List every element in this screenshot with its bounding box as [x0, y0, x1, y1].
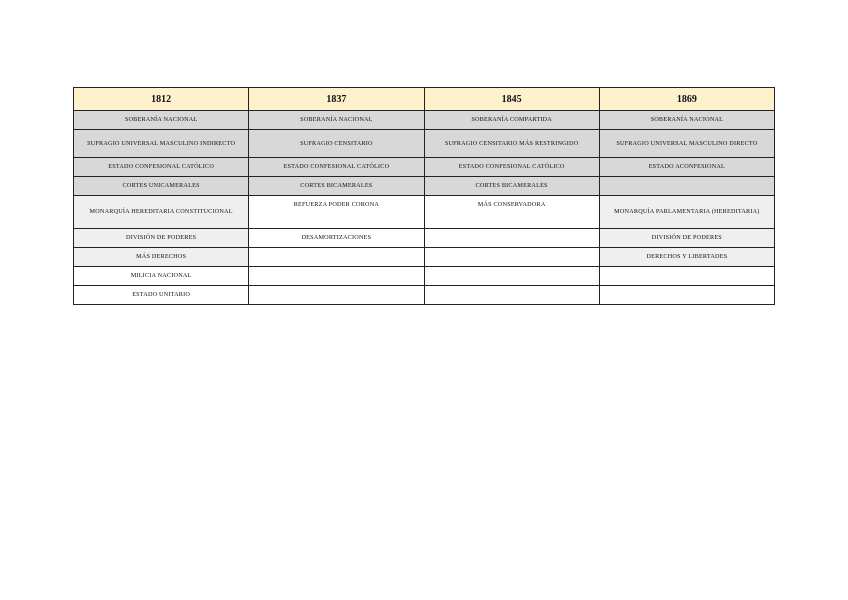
table-cell[interactable] [249, 248, 424, 267]
table-cell[interactable] [599, 286, 774, 305]
table-cell[interactable]: CORTES BICAMERALES [249, 177, 424, 196]
table-row [74, 286, 775, 305]
table-row [74, 158, 775, 177]
table-cell[interactable]: MÁS CONSERVADORA [424, 196, 599, 229]
table-cell[interactable]: DIVISIÓN DE PODERES [599, 229, 774, 248]
column-header-1869[interactable]: 1869 [599, 88, 774, 111]
column-header-1845[interactable]: 1845 [424, 88, 599, 111]
table-cell[interactable] [249, 286, 424, 305]
table-header-row [74, 88, 775, 111]
table-cell[interactable]: ESTADO UNITARIO [74, 286, 249, 305]
table-cell[interactable]: SUFRAGIO UNIVERSAL MASCULINO INDIRECTO [74, 130, 249, 158]
table-row [74, 248, 775, 267]
table-cell[interactable]: SUFRAGIO UNIVERSAL MASCULINO DIRECTO [599, 130, 774, 158]
table-cell[interactable]: DESAMORTIZACIONES [249, 229, 424, 248]
table-cell[interactable]: SOBERANÍA COMPARTIDA [424, 111, 599, 130]
table-cell[interactable]: SOBERANÍA NACIONAL [249, 111, 424, 130]
table-cell[interactable] [424, 229, 599, 248]
table-cell[interactable]: ESTADO CONFESIONAL CATÓLICO [424, 158, 599, 177]
table-cell[interactable]: REFUERZA PODER CORONA [249, 196, 424, 229]
table-cell[interactable]: MONARQUÍA PARLAMENTARIA (HEREDITARIA) [599, 196, 774, 229]
table-cell[interactable] [424, 267, 599, 286]
table-cell[interactable]: DERECHOS Y LIBERTADES [599, 248, 774, 267]
table-cell[interactable] [424, 248, 599, 267]
column-header-1837[interactable]: 1837 [249, 88, 424, 111]
table-row [74, 196, 775, 229]
table-cell[interactable]: SUFRAGIO CENSITARIO MÁS RESTRINGIDO [424, 130, 599, 158]
constitutions-comparison-table [73, 87, 775, 305]
column-header-1812[interactable]: 1812 [74, 88, 249, 111]
table-cell[interactable] [599, 267, 774, 286]
table-cell[interactable]: CORTES BICAMERALES [424, 177, 599, 196]
table-cell[interactable]: ESTADO CONFESIONAL CATÓLICO [74, 158, 249, 177]
table-cell[interactable]: MÁS DERECHOS [74, 248, 249, 267]
table-row [74, 177, 775, 196]
table-row [74, 130, 775, 158]
table-cell[interactable] [599, 177, 774, 196]
table-cell[interactable]: SOBERANÍA NACIONAL [599, 111, 774, 130]
table-cell[interactable]: CORTES UNICAMERALES [74, 177, 249, 196]
table-cell[interactable]: MILICIA NACIONAL [74, 267, 249, 286]
table-row [74, 267, 775, 286]
table-cell[interactable] [249, 267, 424, 286]
table-row [74, 111, 775, 130]
table-cell[interactable]: SOBERANÍA NACIONAL [74, 111, 249, 130]
table-row [74, 229, 775, 248]
table-cell[interactable]: SUFRAGIO CENSITARIO [249, 130, 424, 158]
table-cell[interactable] [424, 286, 599, 305]
table-cell[interactable]: MONARQUÍA HEREDITARIA CONSTITUCIONAL [74, 196, 249, 229]
table-cell[interactable]: ESTADO CONFESIONAL CATÓLICO [249, 158, 424, 177]
table-cell[interactable]: DIVISIÓN DE PODERES [74, 229, 249, 248]
table-cell[interactable]: ESTADO ACONFESIONAL [599, 158, 774, 177]
